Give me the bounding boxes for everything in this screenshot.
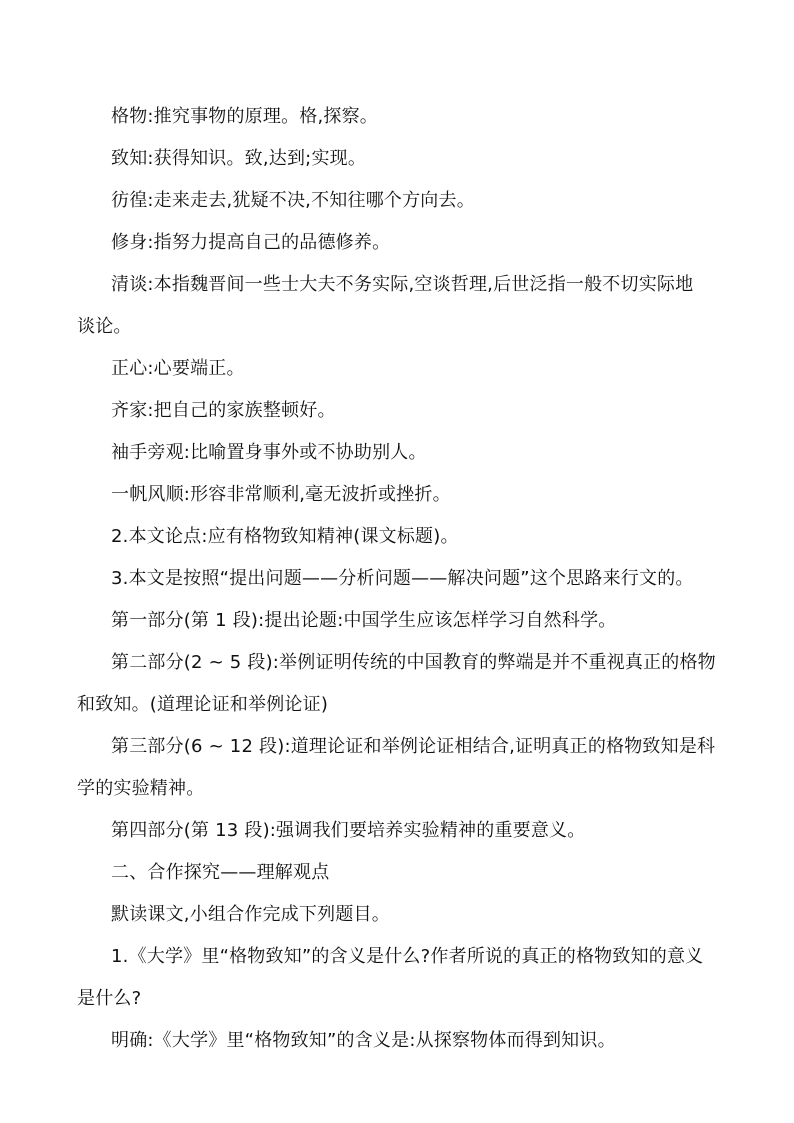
cooperative-inquiry-heading: 二、合作探究——理解观点	[111, 862, 330, 883]
part-one: 第一部分(第 1 段):提出论题:中国学生应该怎样学习自然科学。	[111, 610, 617, 631]
definition-qijia: 齐家:把自己的家族整顿好。	[111, 400, 336, 421]
definition-yifan-fengshun: 一帆风顺:形容非常顺利,毫无波折或挫折。	[111, 484, 451, 505]
part-two: 第二部分(2 ~ 5 段):举例证明传统的中国教育的弊端是并不重视真正的格物	[111, 652, 716, 673]
reading-instruction: 默读课文,小组合作完成下列题目。	[111, 904, 390, 925]
definition-panghuang: 彷徨:走来走去,犹疑不决,不知往哪个方向去。	[111, 190, 475, 211]
definition-zhizhi: 致知:获得知识。致,达到;实现。	[111, 148, 367, 169]
answer-clarification: 明确:《大学》里“格物致知”的含义是:从探察物体而得到知识。	[111, 1030, 616, 1051]
definition-gewu: 格物:推究事物的原理。格,探察。	[111, 106, 378, 127]
question-one: 1.《大学》里“格物致知”的含义是什么?作者所说的真正的格物致知的意义	[111, 946, 704, 967]
part-three: 第三部分(6 ~ 12 段):道理论证和举例论证相结合,证明真正的格物致知是科	[111, 736, 716, 757]
part-two-continued: 和致知。(道理论证和举例论证)	[77, 694, 329, 715]
definition-zhengxin: 正心:心要端正。	[111, 358, 245, 379]
part-three-continued: 学的实验精神。	[77, 778, 205, 799]
definition-qingtan-continued: 谈论。	[77, 316, 132, 337]
structure-summary: 3.本文是按照“提出问题——分析问题——解决问题”这个思路来行文的。	[111, 568, 694, 589]
definition-qingtan: 清谈:本指魏晋间一些士大夫不务实际,空谈哲理,后世泛指一般不切实际地	[111, 274, 694, 295]
definition-xiushou-pangguan: 袖手旁观:比喻置身事外或不协助别人。	[111, 442, 427, 463]
thesis-point: 2.本文论点:应有格物致知精神(课文标题)。	[111, 526, 459, 547]
question-one-continued: 是什么?	[77, 988, 142, 1009]
part-four: 第四部分(第 13 段):强调我们要培养实验精神的重要意义。	[111, 820, 586, 841]
definition-xiushen: 修身:指努力提高自己的品德修养。	[111, 232, 391, 253]
